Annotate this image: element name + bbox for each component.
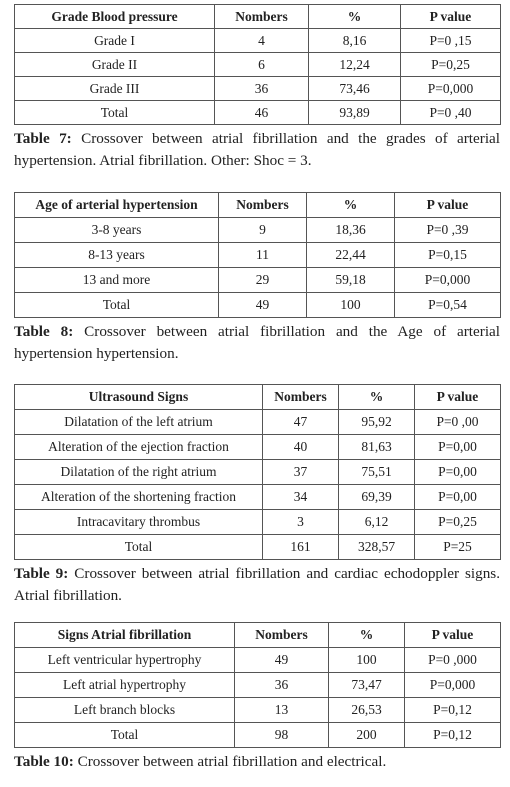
header-cell: Nombers [215,5,309,29]
header-cell: Age of arterial hypertension [15,193,219,218]
table-cell: 47 [263,410,339,435]
table-cell: 73,47 [329,673,405,698]
table-row [15,535,501,560]
header-cell: % [329,623,405,648]
table-cell: 12,24 [309,53,401,77]
header-cell: Ultrasound Signs [15,385,263,410]
table-cell: 34 [263,485,339,510]
table-cell: 3 [263,510,339,535]
table-cell: 4 [215,29,309,53]
table-cell: 9 [219,218,307,243]
header-cell: % [309,5,401,29]
table-row [15,101,501,125]
table-cell: Left ventricular hypertrophy [15,648,235,673]
table-row [15,29,501,53]
table-cell: P=0,00 [415,460,501,485]
table-row [15,648,501,673]
table-cell: 36 [235,673,329,698]
table-cell: 40 [263,435,339,460]
table-cell: 73,46 [309,77,401,101]
table-cell: 8-13 years [15,243,219,268]
table-cell: 3-8 years [15,218,219,243]
table-row [15,77,501,101]
table-cell: 161 [263,535,339,560]
table-cell: P=0,15 [395,243,501,268]
table-cell: Grade II [15,53,215,77]
header-cell: % [339,385,415,410]
caption-text: Crossover between atrial fibrillation and cardiac echodoppler signs. Atrial fibrillation. [14,565,500,604]
table-cell: P=0,25 [401,53,501,77]
table-cell: P=0,25 [415,510,501,535]
table-cell: 13 and more [15,268,219,293]
table-cell: P=0,000 [401,77,501,101]
table-10-block [14,622,500,773]
table-cell: Left atrial hypertrophy [15,673,235,698]
table-cell: 6,12 [339,510,415,535]
table-header-row [15,193,501,218]
header-cell: Grade Blood pressure [15,5,215,29]
table-cell: 46 [215,101,309,125]
table-row [15,268,501,293]
header-cell: P value [395,193,501,218]
table-cell: P=0 ,000 [405,648,501,673]
table-cell: Alteration of the shortening fraction [15,485,263,510]
header-cell: Signs Atrial fibrillation [15,623,235,648]
table-cell: 75,51 [339,460,415,485]
table-header-row [15,385,501,410]
table-cell: Total [15,535,263,560]
table-row [15,243,501,268]
header-cell: P value [401,5,501,29]
table-cell: 328,57 [339,535,415,560]
table-10 [14,622,501,748]
table-row [15,435,501,460]
table-7 [14,4,501,125]
table-caption [14,128,500,172]
caption-label: Table 8: [14,323,74,340]
table-cell: P=0 ,40 [401,101,501,125]
table-cell: Total [15,293,219,318]
table-cell: 26,53 [329,698,405,723]
table-cell: Grade I [15,29,215,53]
table-header-row [15,5,501,29]
table-cell: 200 [329,723,405,748]
table-cell: 100 [329,648,405,673]
table-row [15,218,501,243]
table-cell: P=0,54 [395,293,501,318]
caption-text: Crossover between atrial fibrillation and the Age of arterial hypertension hypertension. [14,323,501,362]
caption-text: Crossover between atrial fibrillation and electrical. [73,753,387,770]
table-row [15,510,501,535]
table-cell: Intracavitary thrombus [15,510,263,535]
table-row [15,698,501,723]
table-cell: P=0,000 [405,673,501,698]
table-row [15,485,501,510]
table-7-block [14,4,500,172]
table-cell: 59,18 [307,268,395,293]
table-cell: 8,16 [309,29,401,53]
table-cell: P=0,00 [415,485,501,510]
table-cell: 13 [235,698,329,723]
header-cell: Nombers [235,623,329,648]
table-row [15,53,501,77]
table-cell: 49 [235,648,329,673]
table-cell: P=25 [415,535,501,560]
table-cell: 29 [219,268,307,293]
table-cell: 93,89 [309,101,401,125]
header-cell: % [307,193,395,218]
table-cell: P=0 ,39 [395,218,501,243]
table-cell: P=0 ,00 [415,410,501,435]
table-cell: 6 [215,53,309,77]
caption-text: Crossover between atrial fibrillation and the grades of arterial hypertension. Atrial fibrillation. Other: Shoc = 3. [14,130,501,169]
table-cell: Dilatation of the right atrium [15,460,263,485]
table-cell: 81,63 [339,435,415,460]
table-cell: P=0,00 [415,435,501,460]
table-caption [14,321,500,365]
table-row [15,460,501,485]
table-cell: 36 [215,77,309,101]
header-cell: Nombers [263,385,339,410]
table-cell: Alteration of the ejection fraction [15,435,263,460]
table-cell: 69,39 [339,485,415,510]
caption-label: Table 9: [14,565,69,582]
table-cell: Dilatation of the left atrium [15,410,263,435]
caption-label: Table 10: [14,753,74,770]
header-cell: P value [405,623,501,648]
table-cell: 18,36 [307,218,395,243]
table-row [15,673,501,698]
table-cell: P=0,000 [395,268,501,293]
table-cell: 100 [307,293,395,318]
table-9 [14,384,501,560]
table-8 [14,192,501,318]
table-cell: 37 [263,460,339,485]
header-cell: P value [415,385,501,410]
table-cell: P=0,12 [405,698,501,723]
header-cell: Nombers [219,193,307,218]
table-cell: P=0,12 [405,723,501,748]
table-cell: Total [15,723,235,748]
table-caption [14,563,500,607]
table-cell: Total [15,101,215,125]
table-row [15,293,501,318]
caption-label: Table 7: [14,130,72,147]
table-row [15,723,501,748]
table-cell: Grade III [15,77,215,101]
table-cell: P=0 ,15 [401,29,501,53]
table-header-row [15,623,501,648]
table-caption [14,751,500,773]
table-9-block [14,384,500,607]
table-cell: 22,44 [307,243,395,268]
table-cell: 95,92 [339,410,415,435]
table-8-block [14,192,500,365]
table-cell: 98 [235,723,329,748]
table-row [15,410,501,435]
table-cell: Left branch blocks [15,698,235,723]
table-cell: 11 [219,243,307,268]
table-cell: 49 [219,293,307,318]
